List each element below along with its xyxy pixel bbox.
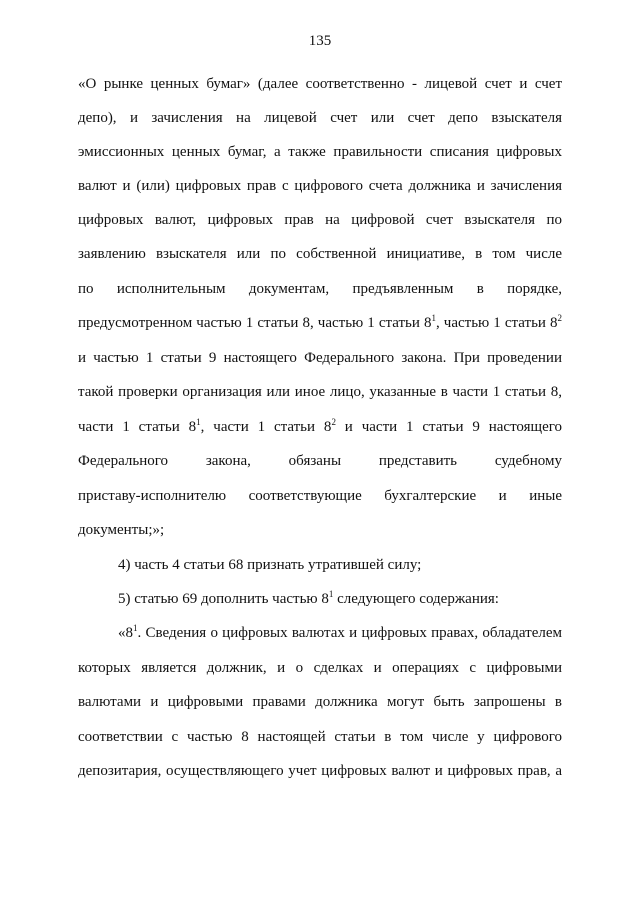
text-line: части 1 статьи $8^1$, части 1 статьи $8^2$ и части 1 статьи 9 настоящего xyxy=(78,417,563,435)
text-line: валютами и цифровыми правами должника могут быть запрошены в xyxy=(78,694,562,710)
page-number: 135 xyxy=(308,33,332,49)
text-line: соответствии с частью 8 настоящей статьи в том числе у цифрового xyxy=(78,729,562,745)
list-item: 4) часть 4 статьи 68 признать утратившей силу; xyxy=(118,557,422,573)
text-line: документы;»; xyxy=(78,522,165,538)
text-line: валют и (или) цифровых прав с цифрового счета должника и зачисления xyxy=(78,178,562,194)
text-line: предусмотренном частью 1 статьи 8, частью 1 статьи $8^1$, частью 1 статьи $8^2$ xyxy=(78,313,562,331)
text-line: приставу-исполнителю соответствующие бухгалтерские и иные xyxy=(78,488,562,504)
list-item: 5) статью 69 дополнить частью $8^1$ следующего содержания: xyxy=(118,589,499,607)
text-line: и частью 1 статьи 9 настоящего Федерального закона. При проведении xyxy=(78,350,562,366)
text-line: такой проверки организация или иное лицо, указанные в части 1 статьи 8, xyxy=(78,384,562,400)
text-line: Федерального закона, обязаны представить судебному xyxy=(78,453,562,469)
text-line: цифровых валют, цифровых прав на цифровой счет взыскателя по xyxy=(78,212,562,228)
text-line: которых является должник, и о сделках и операциях с цифровыми xyxy=(78,660,562,676)
text-line: заявлению взыскателя или по собственной инициативе, в том числе xyxy=(78,246,562,262)
text-line: депо), и зачисления на лицевой счет или счет депо взыскателя xyxy=(78,110,562,126)
text-line: эмиссионных ценных бумаг, а также правильности списания цифровых xyxy=(78,144,562,160)
text-line: по исполнительным документам, предъявленным в порядке, xyxy=(78,281,562,297)
text-line: «О рынке ценных бумаг» (далее соответственно - лицевой счет и счет xyxy=(78,76,562,92)
text-line: «$8^1$. Сведения о цифровых валютах и цифровых правах, обладателем xyxy=(118,623,562,641)
text-line: депозитария, осуществляющего учет цифровых валют и цифровых прав, а xyxy=(78,763,562,779)
